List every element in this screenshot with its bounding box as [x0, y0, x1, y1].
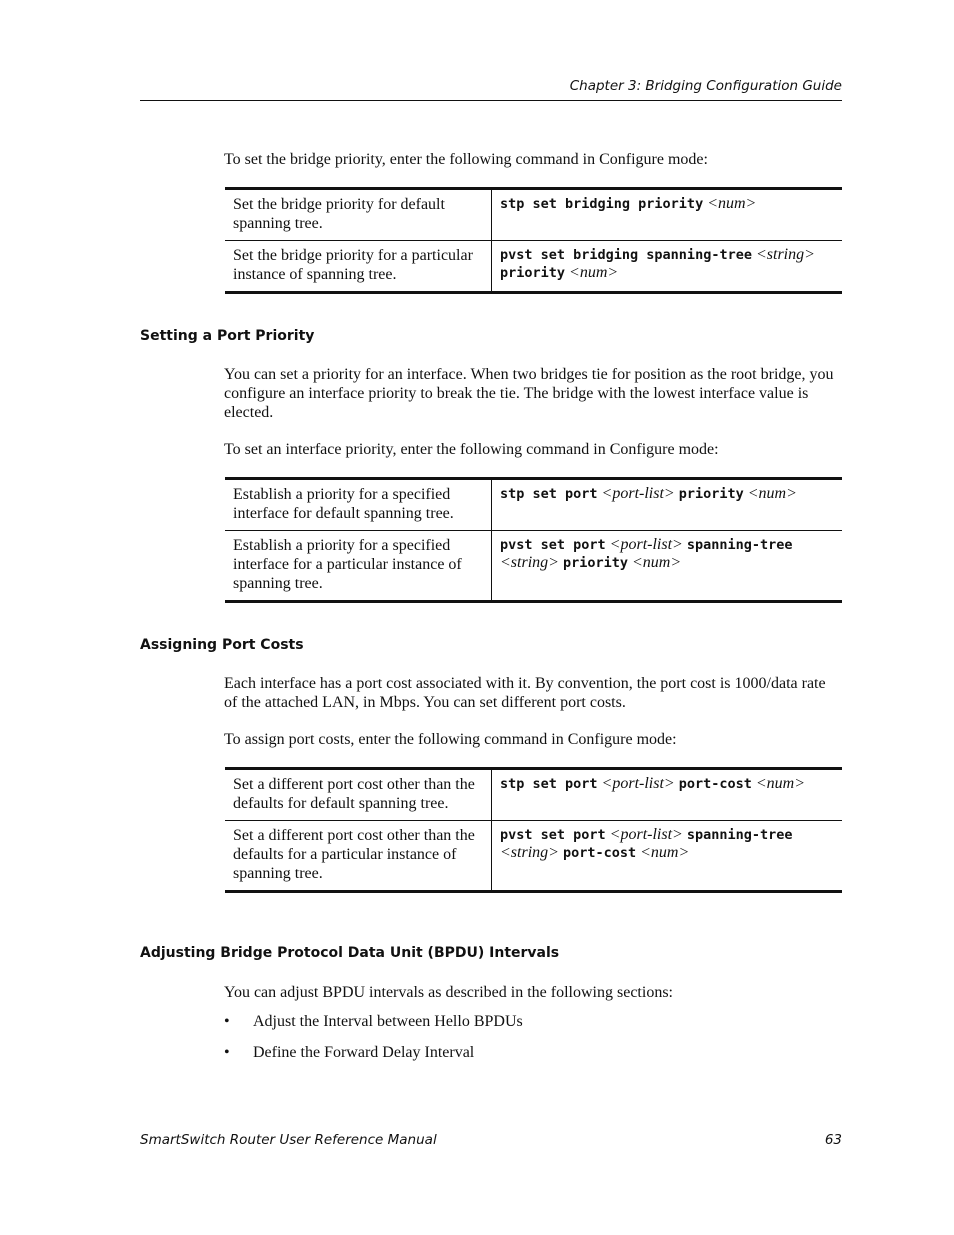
- port-priority-command-table: [225, 477, 842, 603]
- table-row: [225, 479, 842, 531]
- command-keyword: stp set bridging priority: [500, 196, 704, 212]
- command-argument: <num>: [569, 264, 619, 281]
- running-header: Chapter 3: Bridging Configuration Guide: [569, 78, 842, 94]
- bullet-icon: •: [224, 1013, 230, 1030]
- command-keyword: priority: [500, 265, 566, 281]
- bridge-priority-command-table: [225, 187, 842, 294]
- command-argument: <num>: [640, 844, 690, 861]
- bpdu-bullet-list: [224, 1012, 842, 1074]
- command-syntax: [492, 531, 843, 602]
- command-description: Set the bridge priority for default spanning tree.: [225, 189, 492, 241]
- command-argument: <num>: [747, 485, 797, 502]
- port-priority-instruction: To set an interface priority, enter the following command in Configure mode:: [224, 441, 719, 458]
- port-costs-instruction: To assign port costs, enter the following command in Configure mode:: [224, 731, 677, 748]
- list-item-text: Adjust the Interval between Hello BPDUs: [253, 1013, 523, 1030]
- bullet-icon: •: [224, 1044, 230, 1061]
- port-cost-command-table: [225, 767, 842, 893]
- command-argument: <port-list>: [601, 485, 675, 502]
- section-heading-bpdu-intervals: Adjusting Bridge Protocol Data Unit (BPDU) Intervals: [140, 945, 560, 961]
- command-syntax: [492, 479, 843, 531]
- table-row: [225, 769, 842, 821]
- command-keyword: priority: [678, 486, 744, 502]
- footer-title: SmartSwitch Router User Reference Manual: [140, 1132, 437, 1148]
- command-keyword: spanning-tree: [686, 827, 793, 843]
- list-item: [224, 1012, 842, 1031]
- command-keyword: pvst set bridging spanning-tree: [500, 247, 752, 263]
- command-keyword: port-cost: [562, 845, 637, 861]
- bpdu-paragraph: You can adjust BPDU intervals as described in the following sections:: [224, 984, 673, 1001]
- command-keyword: stp set port: [500, 776, 598, 792]
- command-syntax: [492, 769, 843, 821]
- command-argument: <num>: [707, 195, 757, 212]
- command-description: Establish a priority for a specified interface for default spanning tree.: [225, 479, 492, 531]
- command-syntax: [492, 241, 843, 293]
- port-costs-paragraph: Each interface has a port cost associated with it. By convention, the port cost is 1000/data rate of the attached LAN, in Mbps. You can set different port costs.: [224, 675, 826, 711]
- command-description: Establish a priority for a specified interface for a particular instance of spanning tree.: [225, 531, 492, 602]
- command-description: Set a different port cost other than the defaults for default spanning tree.: [225, 769, 492, 821]
- command-argument: <string>: [500, 844, 559, 861]
- command-argument: <port-list>: [601, 775, 675, 792]
- section-heading-port-costs: Assigning Port Costs: [140, 637, 304, 653]
- page-number: 63: [824, 1132, 842, 1148]
- command-argument: <num>: [631, 554, 682, 571]
- section-heading-port-priority: Setting a Port Priority: [140, 328, 315, 344]
- list-item-text: Define the Forward Delay Interval: [253, 1044, 475, 1061]
- list-item: [224, 1043, 842, 1062]
- command-syntax: [492, 189, 843, 241]
- command-keyword: pvst set port: [500, 537, 606, 553]
- command-keyword: priority: [562, 555, 628, 571]
- table-row: [225, 531, 842, 602]
- command-description: Set a different port cost other than the defaults for a particular instance of spanning tree.: [225, 821, 492, 892]
- command-keyword: spanning-tree: [686, 537, 793, 553]
- command-description: Set the bridge priority for a particular instance of spanning tree.: [225, 241, 492, 293]
- command-syntax: [492, 821, 843, 892]
- command-keyword: port-cost: [678, 776, 752, 792]
- command-keyword: pvst set port: [500, 827, 606, 843]
- command-argument: <port-list>: [609, 536, 683, 553]
- table-row: [225, 821, 842, 892]
- intro-bridge-priority: To set the bridge priority, enter the following command in Configure mode:: [224, 151, 708, 168]
- command-keyword: stp set port: [500, 486, 598, 502]
- command-argument: <string>: [500, 554, 559, 571]
- port-priority-paragraph: You can set a priority for an interface. When two bridges tie for position as the root bridge, you configure an interface priority to break the tie. The bridge with the lowest interface value is elected.: [224, 366, 834, 421]
- command-argument: <port-list>: [609, 826, 683, 843]
- command-argument: <string>: [755, 246, 815, 263]
- header-rule: [140, 100, 842, 101]
- table-row: [225, 189, 842, 241]
- table-row: [225, 241, 842, 293]
- command-argument: <num>: [755, 775, 806, 792]
- running-footer: [140, 1132, 842, 1148]
